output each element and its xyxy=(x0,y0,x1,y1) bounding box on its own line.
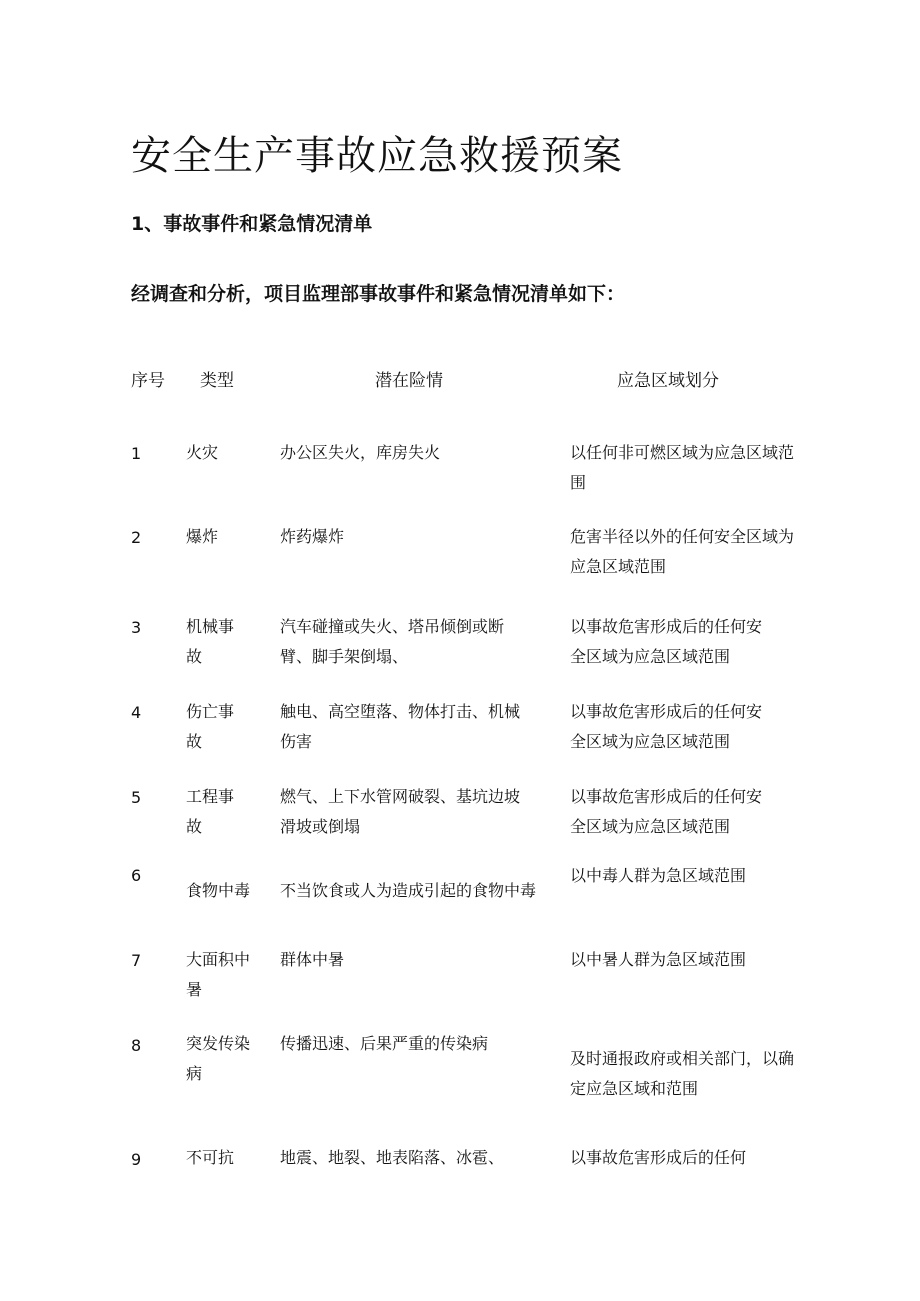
row-no: 8 xyxy=(131,1036,142,1055)
row-zone: 以中暑人群为急区域范围 xyxy=(570,950,747,969)
row-no: 1 xyxy=(131,444,142,463)
row-type: 突发传染病 xyxy=(186,1034,251,1083)
row-hazard: 触电、高空堕落、物体打击、机械伤害 xyxy=(280,702,521,751)
row-zone: 危害半径以外的任何安全区域为应急区域范围 xyxy=(570,527,795,576)
row-no: 7 xyxy=(131,951,142,970)
row-no: 5 xyxy=(131,788,142,807)
header-no: 序号 xyxy=(131,371,165,391)
header-hazard: 潜在险情 xyxy=(375,371,443,391)
row-no: 6 xyxy=(131,866,142,885)
row-type: 爆炸 xyxy=(186,527,219,546)
row-hazard: 不当饮食或人为造成引起的食物中毒 xyxy=(280,881,537,900)
section-heading: 1、事故事件和紧急情况清单 xyxy=(131,213,373,235)
row-hazard: 汽车碰撞或失火、塔吊倾倒或断臂、脚手架倒塌、 xyxy=(280,617,505,666)
row-zone: 以事故危害形成后的任何安全区域为应急区域范围 xyxy=(570,787,763,836)
row-no: 2 xyxy=(131,528,142,547)
row-type: 火灾 xyxy=(186,443,219,462)
row-zone: 以事故危害形成后的任何安全区域为应急区域范围 xyxy=(570,617,763,666)
row-no: 4 xyxy=(131,703,142,722)
row-zone: 以事故危害形成后的任何 xyxy=(570,1148,747,1167)
row-no: 3 xyxy=(131,618,142,637)
row-type: 食物中毒 xyxy=(186,881,251,900)
document-title: 安全生产事故应急救援预案 xyxy=(131,133,623,179)
row-type: 大面积中暑 xyxy=(186,950,251,999)
row-zone: 以中毒人群为急区域范围 xyxy=(570,866,747,885)
row-hazard: 传播迅速、后果严重的传染病 xyxy=(280,1034,489,1053)
row-zone: 以事故危害形成后的任何安全区域为应急区域范围 xyxy=(570,702,763,751)
row-type: 不可抗 xyxy=(186,1148,235,1167)
row-hazard: 地震、地裂、地表陷落、冰雹、 xyxy=(280,1148,505,1167)
row-no: 9 xyxy=(131,1150,142,1169)
intro-paragraph: 经调查和分析，项目监理部事故事件和紧急情况清单如下： xyxy=(131,283,626,305)
row-hazard: 群体中暑 xyxy=(280,950,345,969)
row-zone: 以任何非可燃区域为应急区域范围 xyxy=(570,443,795,492)
row-type: 工程事故 xyxy=(186,787,235,836)
header-type: 类型 xyxy=(200,371,234,391)
row-hazard: 燃气、上下水管网破裂、基坑边坡滑坡或倒塌 xyxy=(280,787,521,836)
row-zone: 及时通报政府或相关部门，以确定应急区域和范围 xyxy=(570,1049,795,1098)
row-type: 机械事故 xyxy=(186,617,235,666)
row-type: 伤亡事故 xyxy=(186,702,235,751)
row-hazard: 办公区失火，库房失火 xyxy=(280,443,441,462)
row-hazard: 炸药爆炸 xyxy=(280,527,345,546)
header-zone: 应急区域划分 xyxy=(617,371,719,391)
